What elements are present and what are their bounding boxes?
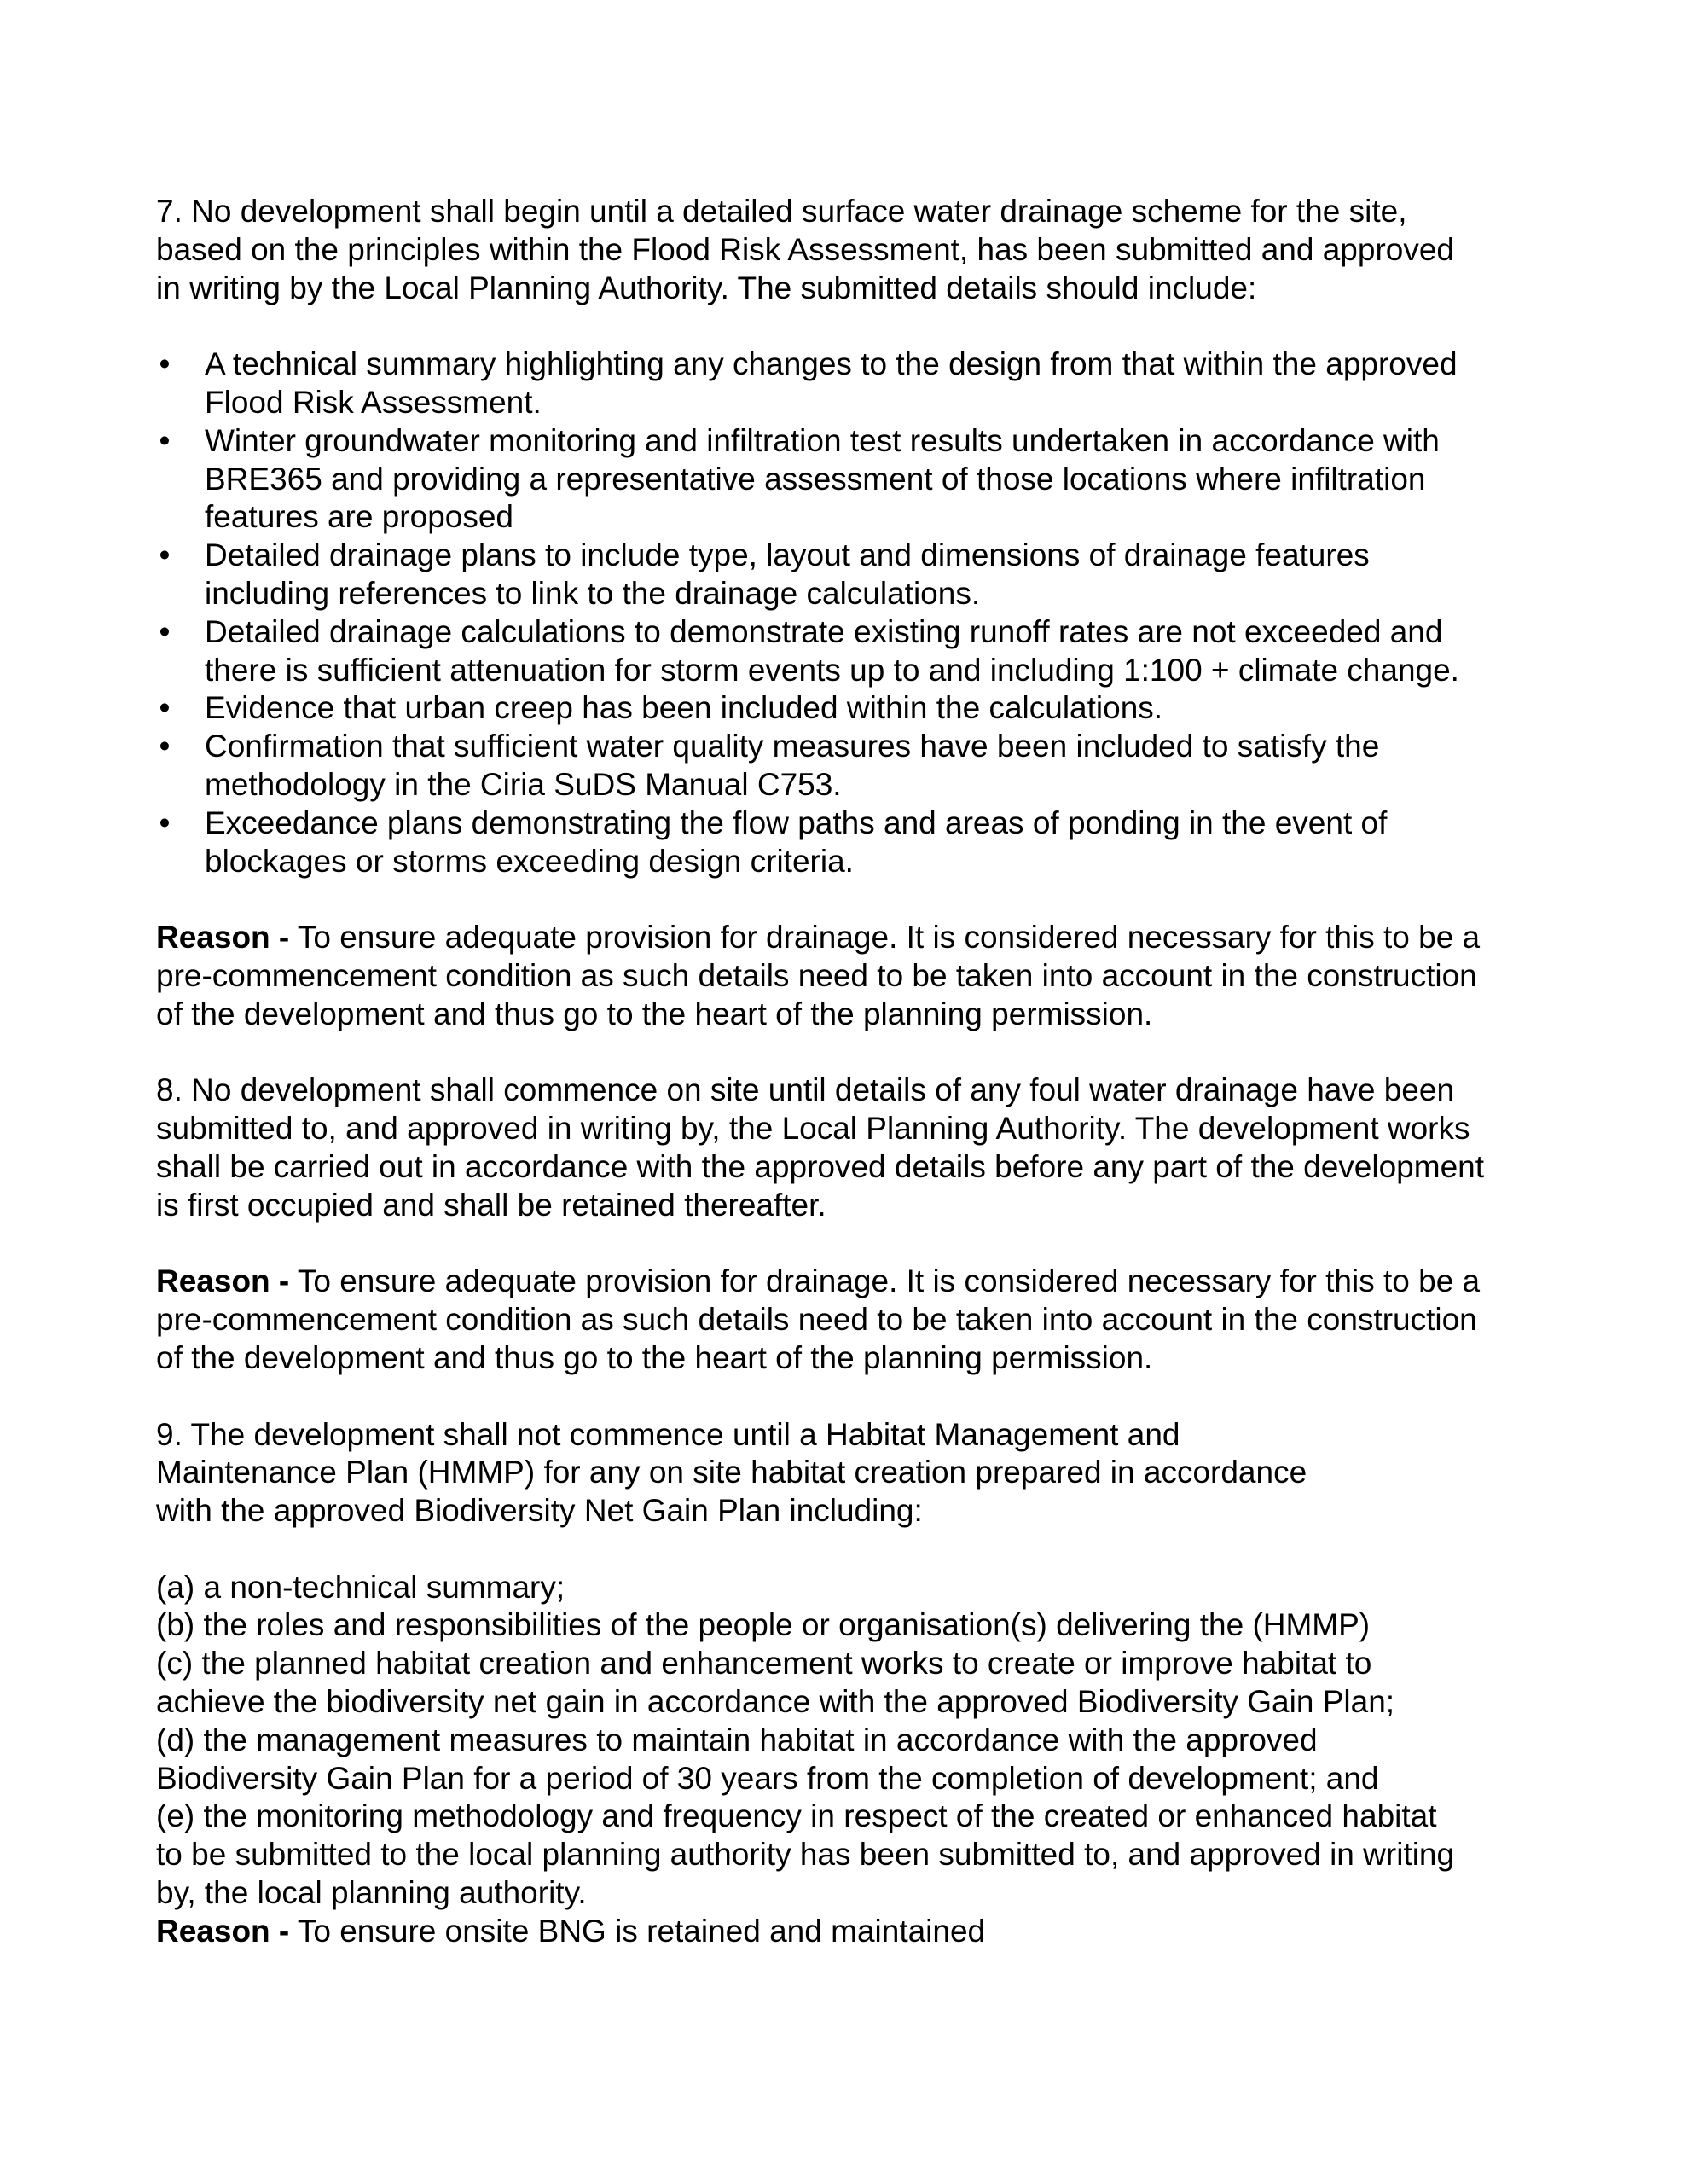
text-line: is first occupied and shall be retained thereafter. [156, 1187, 826, 1223]
text-line: Maintenance Plan (HMMP) for any on site habitat creation prepared in accordance [156, 1455, 1307, 1490]
text-line: of the development and thus go to the heart of the planning permission. [156, 1339, 1153, 1375]
text-line: (c) the planned habitat creation and enhancement works to create or improve habitat to [156, 1646, 1372, 1682]
text-line: Biodiversity Gain Plan for a period of 30 years from the completion of development; and [156, 1760, 1379, 1796]
text-line: (e) the monitoring methodology and frequency in respect of the created or enhanced habitat [156, 1798, 1437, 1834]
paragraph-gap [156, 307, 1555, 346]
text-line: A technical summary highlighting any changes to the design from that within the approved [205, 346, 1458, 382]
text-line: shall be carried out in accordance with the approved details before any part of the development [156, 1148, 1485, 1184]
text-line: there is sufficient attenuation for storm events up to and including 1:100 + climate change. [205, 652, 1459, 688]
text-line: submitted to, and approved in writing by, the Local Planning Authority. The development works [156, 1111, 1470, 1147]
text-line: 7. No development shall begin until a detailed surface water drainage scheme for the site, [156, 194, 1407, 229]
paragraph-gap [156, 1034, 1555, 1072]
text-line: pre-commencement condition as such details need to be taken into account in the construction [156, 957, 1477, 993]
text-line: of the development and thus go to the heart of the planning permission. [156, 996, 1153, 1031]
bullet-item [156, 537, 1555, 613]
text-line: achieve the biodiversity net gain in accordance with the approved Biodiversity Gain Plan; [156, 1684, 1395, 1720]
text-line: Evidence that urban creep has been included within the calculations. [205, 690, 1163, 726]
condition-8-text [156, 1072, 1555, 1224]
condition-9-items [156, 1569, 1555, 1913]
text-line: including references to link to the drainage calculations. [205, 575, 981, 611]
text-line: by, the local planning authority. [156, 1875, 587, 1911]
paragraph-gap [156, 1225, 1555, 1263]
condition-8-reason [156, 1263, 1555, 1377]
bullet-icon: • [159, 804, 171, 840]
document-body [156, 193, 1555, 1951]
condition-7-text [156, 193, 1555, 307]
paragraph-gap [156, 1531, 1555, 1569]
bullet-item [156, 728, 1555, 804]
text-line: methodology in the Ciria SuDS Manual C753. [205, 766, 842, 802]
text-line: (b) the roles and responsibilities of the people or organisation(s) delivering the (HMMP) [156, 1607, 1371, 1643]
bullet-item [156, 346, 1555, 422]
text-line: 9. The development shall not commence until a Habitat Management and [156, 1416, 1180, 1452]
text-line: BRE365 and providing a representative assessment of those locations where infiltration [205, 461, 1426, 497]
text-line: pre-commencement condition as such details need to be taken into account in the construction [156, 1302, 1477, 1338]
text-line [156, 919, 1555, 957]
reason-label: Reason - [156, 1913, 290, 1949]
bullet-icon: • [159, 537, 171, 573]
reason-text: To ensure adequate provision for drainage. It is considered necessary for this to be a [289, 1263, 1481, 1299]
reason-text: To ensure adequate provision for drainage. It is considered necessary for this to be a [289, 920, 1481, 956]
condition-7-reason [156, 919, 1555, 1033]
bullet-icon: • [159, 613, 171, 649]
condition-9-text [156, 1416, 1555, 1531]
bullet-item [156, 804, 1555, 881]
bullet-item [156, 422, 1555, 537]
text-line: Detailed drainage calculations to demonstrate existing runoff rates are not exceeded and [205, 613, 1443, 649]
text-line: 8. No development shall commence on site until details of any foul water drainage have been [156, 1072, 1455, 1108]
text-line: in writing by the Local Planning Authority. The submitted details should include: [156, 270, 1257, 305]
bullet-icon: • [159, 346, 171, 382]
bullet-icon: • [159, 729, 171, 764]
bullet-icon: • [159, 422, 171, 458]
text-line: Detailed drainage plans to include type, layout and dimensions of drainage features [205, 537, 1370, 573]
text-line: blockages or storms exceeding design criteria. [205, 843, 854, 879]
text-line: Confirmation that sufficient water quality measures have been included to satisfy the [205, 729, 1380, 764]
text-line: Exceedance plans demonstrating the flow paths and areas of ponding in the event of [205, 804, 1388, 840]
text-line [156, 1913, 1555, 1951]
bullet-item [156, 613, 1555, 690]
text-line: based on the principles within the Flood Risk Assessment, has been submitted and approved [156, 231, 1455, 267]
text-line [156, 1263, 1555, 1301]
paragraph-gap [156, 1378, 1555, 1416]
bullet-icon: • [159, 690, 171, 726]
reason-label: Reason - [156, 920, 290, 956]
text-line: Flood Risk Assessment. [205, 384, 542, 420]
condition-7-bullet-list [156, 346, 1555, 880]
text-line: with the approved Biodiversity Net Gain Plan including: [156, 1493, 923, 1529]
text-line: (d) the management measures to maintain habitat in accordance with the approved [156, 1722, 1318, 1757]
text-line: to be submitted to the local planning authority has been submitted to, and approved in writing [156, 1837, 1455, 1873]
paragraph-gap [156, 880, 1555, 919]
reason-label: Reason - [156, 1263, 290, 1299]
text-line: features are proposed [205, 499, 514, 535]
text-line: (a) a non-technical summary; [156, 1569, 565, 1605]
condition-9-reason [156, 1913, 1555, 1951]
reason-text: To ensure onsite BNG is retained and maintained [289, 1913, 986, 1949]
text-line: Winter groundwater monitoring and infiltration test results undertaken in accordance with [205, 422, 1440, 458]
bullet-item [156, 689, 1555, 728]
